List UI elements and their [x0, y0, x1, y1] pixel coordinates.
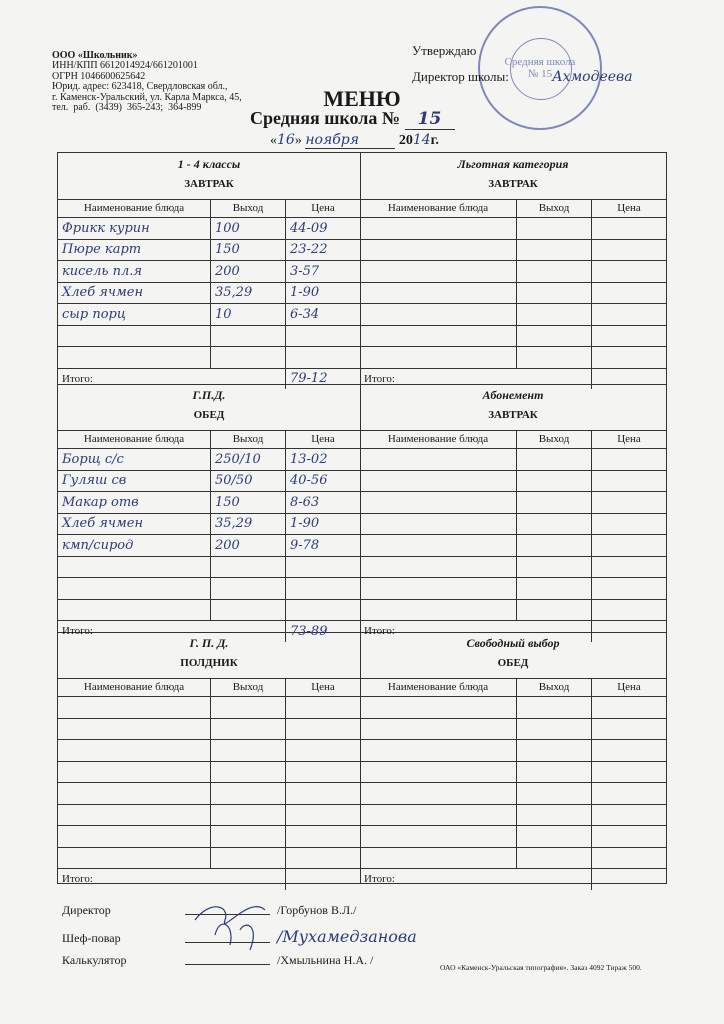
cell-out: [211, 325, 286, 347]
col-header-price: Цена: [286, 678, 361, 697]
cell-name: [360, 470, 517, 492]
table-row: [58, 513, 360, 535]
col-header-name: Наименование блюда: [360, 199, 517, 218]
table-row: [360, 578, 666, 600]
cell-out: [517, 556, 592, 578]
total-label: Итого:: [360, 621, 592, 642]
cell-price: [592, 304, 667, 326]
date-suffix: г.: [430, 133, 439, 148]
cell-name: [58, 697, 211, 719]
menu-grid: [57, 152, 667, 884]
cell-price: [286, 718, 361, 740]
cell-out: [211, 347, 286, 369]
table-row: [58, 804, 360, 826]
col-header-out: Выход: [517, 430, 592, 449]
section-title: Свободный выбор: [466, 636, 560, 650]
cell-out: [211, 761, 286, 783]
table-row: [360, 599, 666, 621]
cell-name: Пюре карт: [58, 239, 211, 261]
cell-name: [58, 761, 211, 783]
section-title: 1 - 4 классы: [177, 157, 241, 171]
section-header: [360, 384, 666, 431]
col-header-name: Наименование блюда: [360, 430, 517, 449]
cell-price: [592, 847, 667, 869]
cell-name: [360, 282, 517, 304]
cell-out: 35,29: [211, 513, 286, 535]
date-month: ноября: [305, 132, 395, 149]
cell-name: Гуляш св: [58, 470, 211, 492]
cell-out: [517, 449, 592, 471]
cell-out: [211, 556, 286, 578]
cell-price: [286, 804, 361, 826]
table-row: [58, 826, 360, 848]
cell-out: 35,29: [211, 282, 286, 304]
cell-out: [517, 804, 592, 826]
table-row: [58, 718, 360, 740]
table-row: [58, 492, 360, 514]
company-inn: ИНН/КПП 6612014924/661201001: [52, 60, 198, 71]
cell-out: [517, 513, 592, 535]
cell-price: 3-57: [286, 261, 361, 283]
cell-out: [517, 761, 592, 783]
cell-out: 200: [211, 535, 286, 557]
cell-price: [592, 599, 667, 621]
cell-name: [360, 578, 517, 600]
cell-price: [592, 578, 667, 600]
cell-name: [360, 513, 517, 535]
cell-price: [592, 783, 667, 805]
cell-name: [360, 697, 517, 719]
cell-name: [58, 847, 211, 869]
col-header-out: Выход: [211, 678, 286, 697]
total-label: Итого:: [58, 621, 286, 642]
cell-price: [592, 347, 667, 369]
section-meal: ОБЕД: [497, 657, 529, 669]
table-row: [360, 804, 666, 826]
cell-out: [517, 847, 592, 869]
total-label: Итого:: [360, 368, 592, 389]
cell-name: [360, 847, 517, 869]
sig-director-name: /Горбунов В.Л./: [277, 903, 357, 917]
section-header: [58, 384, 360, 431]
table-row: [360, 282, 666, 304]
section-header: [58, 153, 360, 200]
cell-out: [211, 599, 286, 621]
table-row: [360, 449, 666, 471]
cell-name: Макар отв: [58, 492, 211, 514]
total-label: Итого:: [58, 869, 286, 890]
cell-price: 44-09: [286, 218, 361, 240]
section-header: [360, 153, 666, 200]
col-header-out: Выход: [211, 199, 286, 218]
table-row: [360, 826, 666, 848]
cell-name: [360, 740, 517, 762]
director-school-label: Директор школы:: [412, 69, 509, 84]
cell-name: Борщ с/с: [58, 449, 211, 471]
approve-label: Утверждаю: [412, 43, 477, 58]
date-quote-close: »: [294, 133, 302, 148]
stamp-center-top: Средняя школа: [504, 56, 576, 68]
cell-out: 10: [211, 304, 286, 326]
cell-price: [286, 740, 361, 762]
cell-out: [517, 492, 592, 514]
col-header-name: Наименование блюда: [58, 199, 211, 218]
cell-out: [211, 783, 286, 805]
cell-price: [592, 261, 667, 283]
cell-name: [360, 761, 517, 783]
col-header-name: Наименование блюда: [58, 678, 211, 697]
sig-chef-label: Шеф-повар: [62, 931, 121, 945]
cell-price: 40-56: [286, 470, 361, 492]
table-row: [58, 239, 360, 261]
stamp-center-num: № 15: [527, 68, 553, 80]
date-year-hand: 14: [412, 132, 431, 148]
cell-price: 13-02: [286, 449, 361, 471]
cell-name: [58, 599, 211, 621]
section-title: Абонемент: [482, 388, 544, 402]
cell-price: [592, 718, 667, 740]
cell-out: [517, 304, 592, 326]
section-meal: ПОЛДНИК: [180, 657, 238, 669]
col-header-price: Цена: [592, 430, 667, 449]
cell-name: [360, 261, 517, 283]
table-row: [360, 783, 666, 805]
cell-out: [211, 578, 286, 600]
signature-scribble: [190, 890, 280, 960]
section-meal: ОБЕД: [193, 409, 225, 421]
section-1-4-breakfast: [58, 153, 360, 387]
sig-director-label: Директор: [62, 903, 111, 917]
col-header-name: Наименование блюда: [58, 430, 211, 449]
cell-name: [58, 826, 211, 848]
date-day: 16: [277, 132, 295, 148]
cell-name: [58, 578, 211, 600]
cell-price: [286, 826, 361, 848]
cell-out: [211, 697, 286, 719]
table-row: [58, 740, 360, 762]
cell-price: [592, 470, 667, 492]
table-row: [58, 218, 360, 240]
table-row: [58, 261, 360, 283]
cell-out: [517, 261, 592, 283]
col-header-out: Выход: [517, 199, 592, 218]
section-title: Г. П. Д.: [189, 636, 229, 650]
table-row: [58, 556, 360, 578]
cell-name: [360, 304, 517, 326]
cell-price: [286, 761, 361, 783]
cell-out: [517, 599, 592, 621]
cell-price: [286, 783, 361, 805]
cell-price: [286, 847, 361, 869]
cell-price: [592, 492, 667, 514]
col-header-price: Цена: [592, 199, 667, 218]
table-row: [360, 740, 666, 762]
cell-name: Фрикк курин: [58, 218, 211, 240]
total-value: [592, 869, 667, 890]
table-row: [58, 783, 360, 805]
cell-name: [360, 804, 517, 826]
cell-name: [360, 325, 517, 347]
cell-name: [360, 347, 517, 369]
cell-out: 100: [211, 218, 286, 240]
cell-price: [592, 239, 667, 261]
cell-out: 150: [211, 239, 286, 261]
company-address-1: Юрид. адрес: 623418, Свердловская обл.,: [52, 81, 228, 92]
cell-name: кмп/сирод: [58, 535, 211, 557]
col-header-price: Цена: [286, 430, 361, 449]
school-number: 15: [405, 109, 455, 130]
cell-price: 8-63: [286, 492, 361, 514]
cell-name: [360, 449, 517, 471]
cell-out: [517, 347, 592, 369]
cell-name: [360, 783, 517, 805]
table-row: [360, 218, 666, 240]
cell-name: [360, 492, 517, 514]
table-row: [360, 697, 666, 719]
cell-price: [286, 697, 361, 719]
page-subtitle: [250, 108, 455, 130]
table-row: [58, 535, 360, 557]
table-row: [58, 347, 360, 369]
cell-out: [517, 470, 592, 492]
section-header: [360, 632, 666, 679]
date-quote-open: «: [270, 133, 277, 148]
table-row: [58, 697, 360, 719]
section-gpd-snack: [58, 632, 360, 886]
cell-price: [592, 697, 667, 719]
cell-name: [58, 804, 211, 826]
cell-price: 9-78: [286, 535, 361, 557]
company-ogrn: ОГРН 1046600625642: [52, 70, 146, 82]
total-value: 73-89: [290, 623, 328, 639]
table-row: [360, 239, 666, 261]
cell-name: [360, 718, 517, 740]
approval-block: [412, 38, 633, 90]
cell-out: [517, 740, 592, 762]
cell-out: 150: [211, 492, 286, 514]
table-row: [360, 261, 666, 283]
cell-price: 1-90: [286, 513, 361, 535]
cell-out: 50/50: [211, 470, 286, 492]
print-info: ОАО «Каменск-Уральская типография». Заказ 4092 Тираж 500.: [440, 963, 642, 972]
cell-name: [360, 556, 517, 578]
cell-price: [286, 556, 361, 578]
table-row: [360, 513, 666, 535]
col-header-out: Выход: [211, 430, 286, 449]
cell-name: [360, 826, 517, 848]
menu-table: [360, 199, 666, 389]
cell-price: [592, 804, 667, 826]
cell-price: [286, 599, 361, 621]
section-meal: ЗАВТРАК: [488, 409, 538, 421]
col-header-name: Наименование блюда: [360, 678, 517, 697]
cell-name: [360, 239, 517, 261]
table-row: [360, 556, 666, 578]
cell-out: [517, 218, 592, 240]
cell-price: 6-34: [286, 304, 361, 326]
cell-out: [211, 826, 286, 848]
sig-calc-label: Калькулятор: [62, 953, 127, 967]
table-row: [58, 449, 360, 471]
section-title: Льготная категория: [457, 157, 569, 171]
cell-name: кисель пл.я: [58, 261, 211, 283]
cell-price: [286, 578, 361, 600]
table-row: [58, 304, 360, 326]
section-meal: ЗАВТРАК: [184, 178, 234, 190]
cell-name: [360, 218, 517, 240]
cell-name: [58, 325, 211, 347]
cell-price: [592, 740, 667, 762]
table-row: [360, 847, 666, 869]
cell-out: [517, 325, 592, 347]
cell-out: [517, 697, 592, 719]
sig-calc-line: [185, 964, 270, 965]
cell-name: [58, 556, 211, 578]
section-header: [58, 632, 360, 679]
cell-name: [58, 347, 211, 369]
table-row: [360, 492, 666, 514]
menu-table: [58, 678, 360, 890]
date-year: 20: [398, 133, 413, 148]
cell-price: [592, 218, 667, 240]
col-header-price: Цена: [592, 678, 667, 697]
cell-out: [211, 847, 286, 869]
menu-table: [58, 199, 360, 389]
cell-out: [517, 826, 592, 848]
cell-out: [517, 535, 592, 557]
cell-name: [58, 740, 211, 762]
col-header-out: Выход: [517, 678, 592, 697]
company-name: ООО «Школьник»: [52, 49, 138, 61]
cell-name: Хлеб ячмен: [58, 513, 211, 535]
table-row: [360, 325, 666, 347]
cell-name: [58, 783, 211, 805]
cell-price: [592, 535, 667, 557]
cell-price: 23-22: [286, 239, 361, 261]
table-row: [58, 470, 360, 492]
cell-price: [592, 282, 667, 304]
total-label: Итого:: [58, 368, 286, 389]
cell-out: [517, 718, 592, 740]
table-row: [58, 325, 360, 347]
sig-chef-name: /Мухамедзанова: [277, 927, 417, 946]
table-row: [58, 282, 360, 304]
cell-out: [211, 740, 286, 762]
sig-calc-name: /Хмыльнина Н.А. /: [277, 953, 374, 967]
table-row: [360, 718, 666, 740]
table-row: [360, 347, 666, 369]
cell-price: [592, 826, 667, 848]
subtitle-text: Средняя школа №: [250, 108, 400, 128]
section-free-choice-lunch: [360, 632, 666, 886]
cell-price: [286, 325, 361, 347]
table-row: [58, 761, 360, 783]
table-row: [360, 470, 666, 492]
total-label: Итого:: [360, 869, 592, 890]
cell-price: [592, 325, 667, 347]
director-signature: Ахмодеева: [552, 69, 633, 85]
cell-price: [286, 347, 361, 369]
col-header-price: Цена: [286, 199, 361, 218]
section-benefit-breakfast: [360, 153, 666, 384]
table-row: [360, 304, 666, 326]
cell-name: [360, 599, 517, 621]
table-row: [360, 535, 666, 557]
table-row: [58, 847, 360, 869]
cell-out: [517, 282, 592, 304]
cell-name: [360, 535, 517, 557]
section-meal: ЗАВТРАК: [488, 178, 538, 190]
page-title: МЕНЮ: [323, 86, 401, 111]
total-value: 79-12: [290, 371, 328, 387]
cell-out: [211, 718, 286, 740]
cell-price: [592, 761, 667, 783]
company-address-2: г. Каменск-Уральский, ул. Карла Маркса, 45,: [52, 91, 242, 103]
table-row: [58, 599, 360, 621]
cell-out: [517, 578, 592, 600]
table-row: [360, 761, 666, 783]
section-title: Г.П.Д.: [192, 388, 226, 402]
table-row: [58, 578, 360, 600]
cell-price: 1-90: [286, 282, 361, 304]
menu-table: [360, 678, 666, 890]
cell-name: сыр порц: [58, 304, 211, 326]
cell-name: [58, 718, 211, 740]
cell-out: [211, 804, 286, 826]
cell-out: 250/10: [211, 449, 286, 471]
company-phone: тел. раб. (3439) 365-243; 364-899: [52, 102, 202, 113]
section-gpd-lunch: [58, 384, 360, 639]
cell-price: [592, 513, 667, 535]
section-subscription-breakfast: [360, 384, 666, 638]
menu-table: [58, 430, 360, 642]
cell-name: Хлеб ячмен: [58, 282, 211, 304]
menu-date: [270, 132, 439, 149]
cell-out: 200: [211, 261, 286, 283]
cell-out: [517, 239, 592, 261]
cell-out: [517, 783, 592, 805]
cell-price: [592, 556, 667, 578]
cell-price: [592, 449, 667, 471]
menu-table: [360, 430, 666, 642]
total-value: [286, 869, 361, 890]
